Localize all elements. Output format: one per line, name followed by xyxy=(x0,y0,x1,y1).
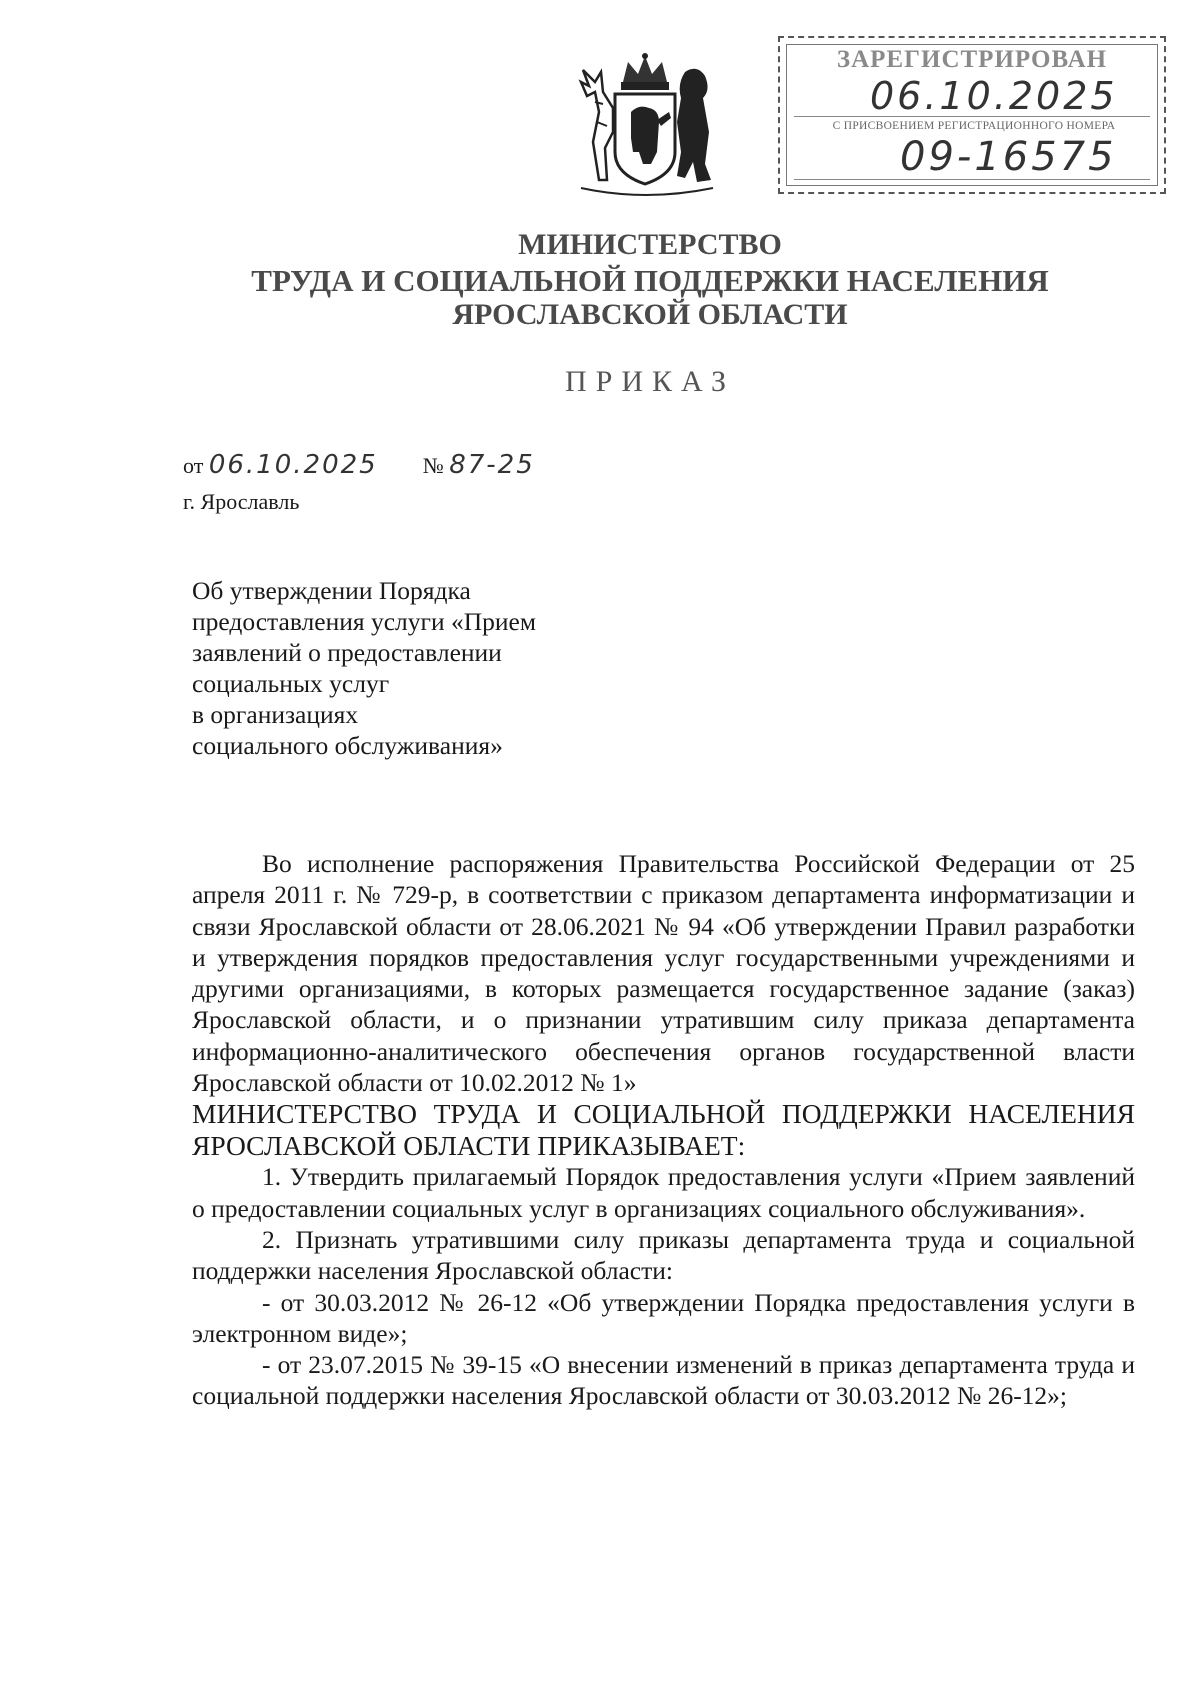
stamp-divider xyxy=(794,116,1150,117)
title-line: социального обслуживания» xyxy=(192,731,503,760)
city: г. Ярославль xyxy=(183,489,300,514)
stamp-date: 06.10.2025 xyxy=(870,74,1118,118)
stamp-divider xyxy=(794,179,1150,180)
order-title xyxy=(192,575,536,761)
item-1-paragraph: 1. Утвердить прилагаемый Порядок предоставления услуги «Прием заявлений о предоставлении социальных услуг в организациях социального обслуживания». xyxy=(192,1162,1135,1223)
title-line: в организациях xyxy=(192,700,359,729)
order-number: 87-25 xyxy=(449,450,535,480)
order-date: 06.10.2025 xyxy=(208,450,378,480)
ministry-line-3: ЯРОСЛАВСКОЙ ОБЛАСТИ xyxy=(452,298,848,331)
order-date-number xyxy=(183,450,535,480)
number-sign: № xyxy=(422,453,444,478)
item-2-sub-2: - от 23.07.2015 № 39-15 «О внесении изменений в приказ департамента труда и социальной поддержки населения Ярославской области от 30.03.2012 № 26-12»; xyxy=(192,1350,1135,1411)
order-body xyxy=(192,848,1135,1412)
title-line: социальных услуг xyxy=(192,669,390,698)
title-line: Об утверждении Порядка xyxy=(192,576,471,605)
item-2-paragraph: 2. Признать утратившими силу приказы департамента труда и социальной поддержки населения Ярославской области: xyxy=(192,1224,1135,1286)
document-type: ПРИКАЗ xyxy=(565,365,735,398)
preamble-paragraph: Во исполнение распоряжения Правительства Российской Федерации от 25 апреля 2011 г. № 729-р, в соответствии с приказом департамента информатизации и связи Ярославской области от 28.06.2021 № 94 «Об утверждении Правил разработки и утверждения порядков предоставления услуг государственными учреждениями и другими организациями, в которых размещается государственное задание (заказ) Ярославской области, и о признании утратившим силу приказа департамента информационно-аналитического обеспечения органов государственной власти Ярославской области от 10.02.2012 № 1» xyxy=(192,849,1135,1098)
ministry-line-1: МИНИСТЕРСТВО xyxy=(518,228,782,261)
ministry-line-2: ТРУДА И СОЦИАЛЬНОЙ ПОДДЕРЖКИ НАСЕЛЕНИЯ xyxy=(251,263,1049,298)
ot-label: от xyxy=(183,453,204,478)
registration-stamp xyxy=(778,36,1166,194)
stamp-title: ЗАРЕГИСТРИРОВАН xyxy=(836,46,1108,73)
title-line: заявлений о предоставлении xyxy=(192,638,502,667)
title-line: предоставления услуги «Прием xyxy=(192,607,537,636)
coat-of-arms-icon xyxy=(573,52,718,202)
stamp-number: 09-16575 xyxy=(900,134,1117,180)
stamp-subtitle: С ПРИСВОЕНИЕМ РЕГИСТРАЦИОННОГО НОМЕРА xyxy=(832,120,1116,132)
item-2-sub-1: - от 30.03.2012 № 26-12 «Об утверждении Порядка предоставления услуги в электронном виде»; xyxy=(192,1287,1135,1348)
orders-statement: МИНИСТЕРСТВО ТРУДА И СОЦИАЛЬНОЙ ПОДДЕРЖКИ НАСЕЛЕНИЯ ЯРОСЛАВСКОЙ ОБЛАСТИ ПРИКАЗЫВАЕТ: xyxy=(192,1098,1135,1161)
